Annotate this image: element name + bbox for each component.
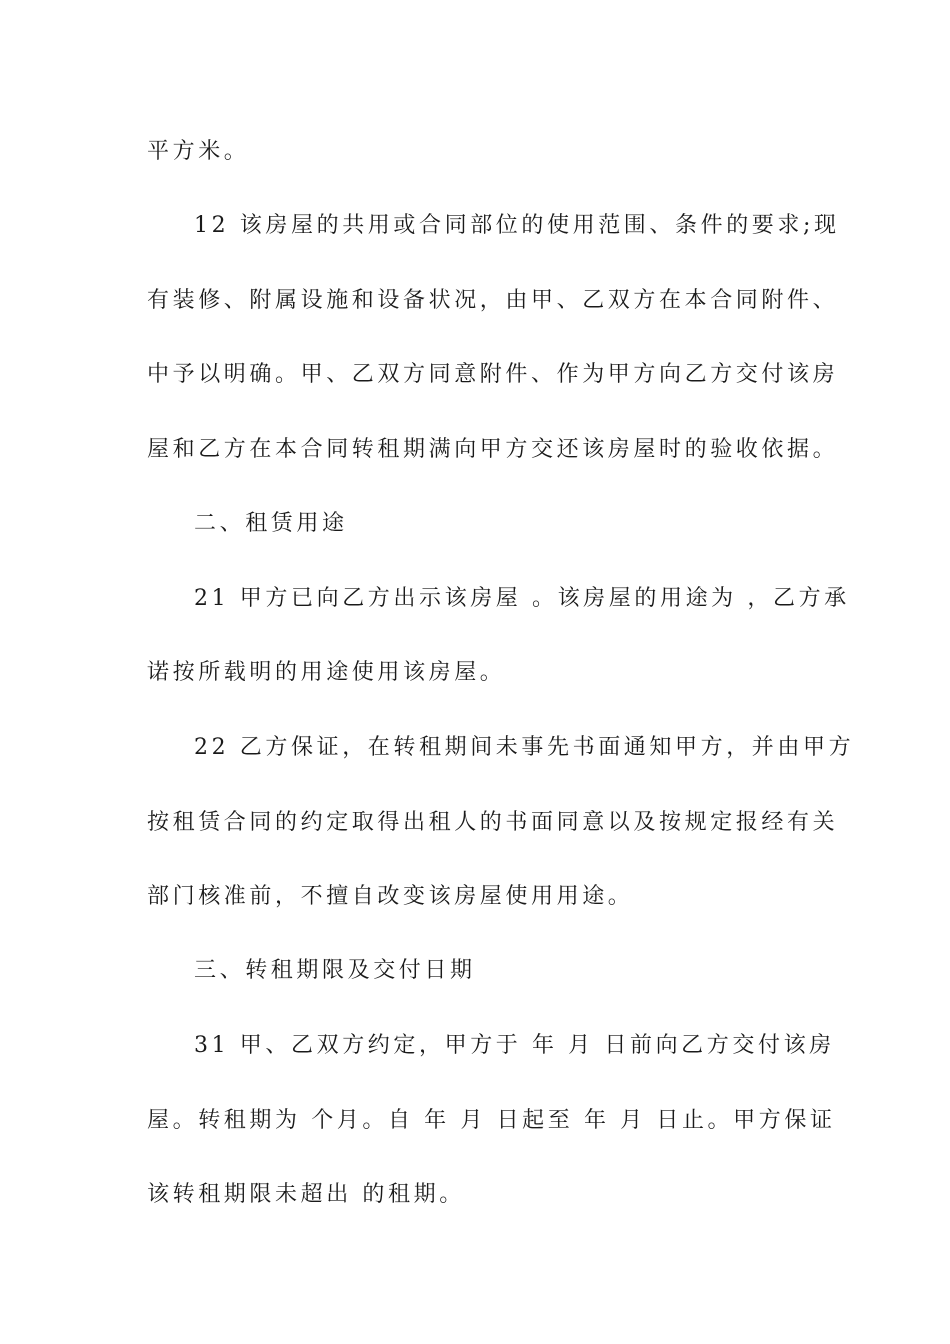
text-line-1: 平方米。 bbox=[147, 139, 250, 164]
text-line-8: 诺按所载明的用途使用该房屋。 bbox=[147, 660, 506, 685]
section-heading-2: 二、租赁用途 bbox=[194, 511, 348, 536]
text-line-7: 21 甲方已向乙方出示该房屋 。该房屋的用途为 ，乙方承 bbox=[194, 586, 850, 611]
section-heading-3: 三、转租期限及交付日期 bbox=[194, 958, 476, 983]
text-line-4: 中予以明确。甲、乙双方同意附件、作为甲方向乙方交付该房 bbox=[147, 362, 839, 387]
text-line-5: 屋和乙方在本合同转租期满向甲方交还该房屋时的验收依据。 bbox=[147, 437, 839, 462]
text-line-2: 12 该房屋的共用或合同部位的使用范围、条件的要求;现 bbox=[194, 213, 840, 238]
text-line-11: 部门核准前，不擅自改变该房屋使用用途。 bbox=[147, 884, 634, 909]
text-line-15: 该转租期限未超出 的租期。 bbox=[147, 1182, 465, 1207]
text-line-13: 31 甲、乙双方约定，甲方于 年 月 日前向乙方交付该房 bbox=[194, 1033, 835, 1058]
text-line-14: 屋。转租期为 个月。自 年 月 日起至 年 月 日止。甲方保证 bbox=[147, 1108, 836, 1133]
text-line-9: 22 乙方保证，在转租期间未事先书面通知甲方，并由甲方 bbox=[194, 735, 855, 760]
text-line-10: 按租赁合同的约定取得出租人的书面同意以及按规定报经有关 bbox=[147, 810, 839, 835]
text-line-3: 有装修、附属设施和设备状况，由甲、乙双方在本合同附件、 bbox=[147, 288, 839, 313]
